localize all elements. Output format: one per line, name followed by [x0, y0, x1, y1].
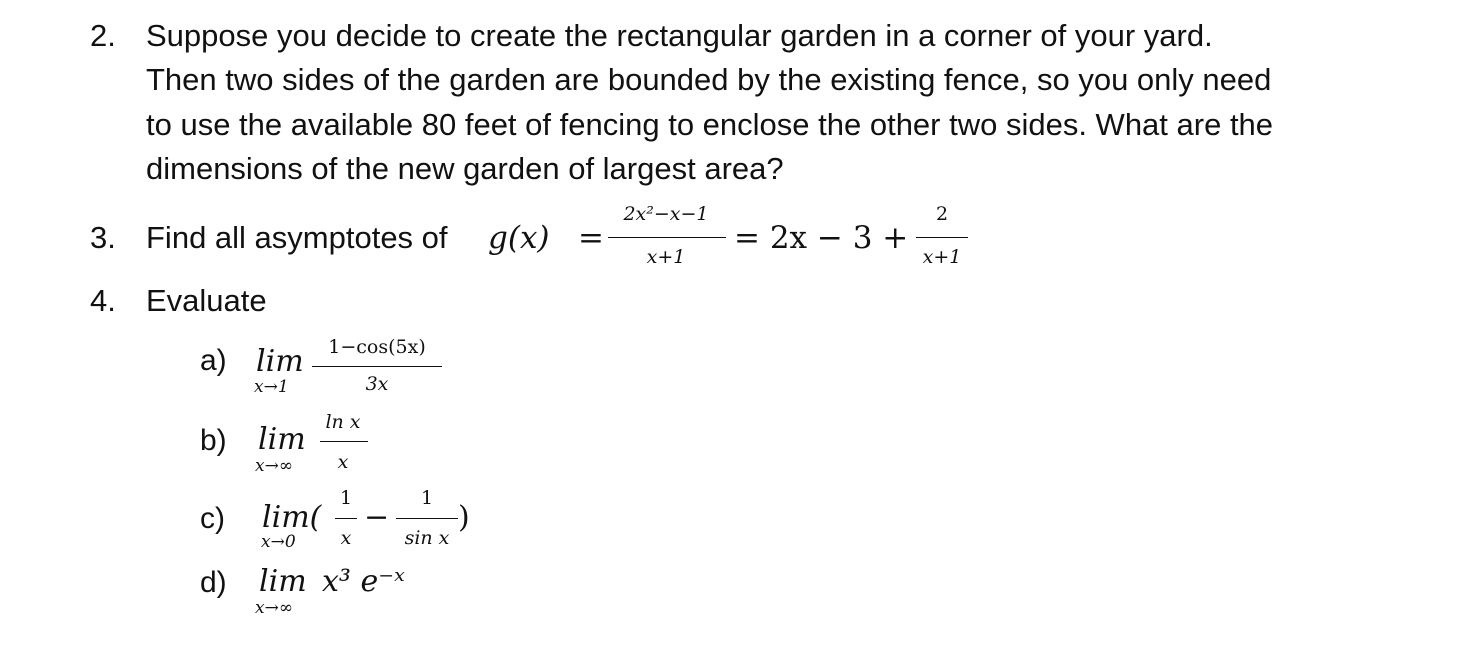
fraction-numerator: 1	[339, 487, 353, 509]
minus-sign: −	[364, 500, 390, 535]
fraction-denominator: x	[340, 527, 352, 549]
lim-operator: lim(	[262, 500, 322, 535]
problem-number: 2.	[90, 18, 116, 53]
part-label: c)	[200, 502, 225, 535]
problem-text-line: to use the available 80 feet of fencing to enclose the other two sides. What are the	[146, 107, 1274, 142]
problem-text: Find all asymptotes of	[146, 220, 448, 255]
fraction-numerator: 2	[935, 203, 949, 225]
fraction-bar	[335, 518, 357, 519]
fraction-denominator: 3x	[365, 373, 389, 395]
function-lhs: g(x)	[488, 220, 550, 256]
fraction-denominator: x+1	[646, 246, 686, 268]
lim-subscript: x→1	[254, 377, 289, 397]
problem-number: 4.	[90, 283, 116, 318]
problem-number: 3.	[90, 220, 116, 255]
fraction-numerator: 1	[420, 487, 434, 509]
part-label: d)	[200, 566, 227, 599]
fraction-bar	[312, 366, 442, 367]
part-label: b)	[200, 424, 227, 457]
fraction-bar	[916, 237, 968, 238]
fraction-bar	[396, 518, 458, 519]
problem-text-line: Suppose you decide to create the rectangular garden in a corner of your yard.	[146, 18, 1213, 53]
expression-middle: = 2x − 3 +	[734, 220, 909, 256]
part-label: a)	[200, 344, 227, 377]
fraction-denominator: sin x	[404, 527, 450, 549]
problem-text: Evaluate	[146, 283, 267, 318]
lim-operator: lim	[259, 564, 307, 599]
lim-operator: lim	[256, 344, 304, 379]
problem-text-line: dimensions of the new garden of largest area?	[146, 151, 784, 186]
problem-text-line: Then two sides of the garden are bounded by the existing fence, so you only need	[146, 62, 1272, 97]
fraction-denominator: x	[337, 451, 349, 473]
equals-sign: =	[578, 220, 604, 256]
fraction-denominator: x+1	[922, 246, 962, 268]
fraction-bar	[320, 441, 368, 442]
fraction-numerator: ln x	[325, 411, 361, 433]
fraction-numerator: 1−cos(5x)	[328, 336, 426, 358]
lim-subscript: x→∞	[255, 456, 293, 476]
lim-subscript: x→∞	[255, 598, 293, 618]
fraction-bar	[608, 237, 726, 238]
lim-subscript: x→0	[261, 532, 296, 552]
fraction-numerator: 2x²−x−1	[623, 203, 709, 225]
close-paren: )	[458, 500, 470, 535]
lim-operator: lim	[258, 422, 306, 457]
limit-expression: x³ e⁻ˣ	[322, 564, 405, 599]
